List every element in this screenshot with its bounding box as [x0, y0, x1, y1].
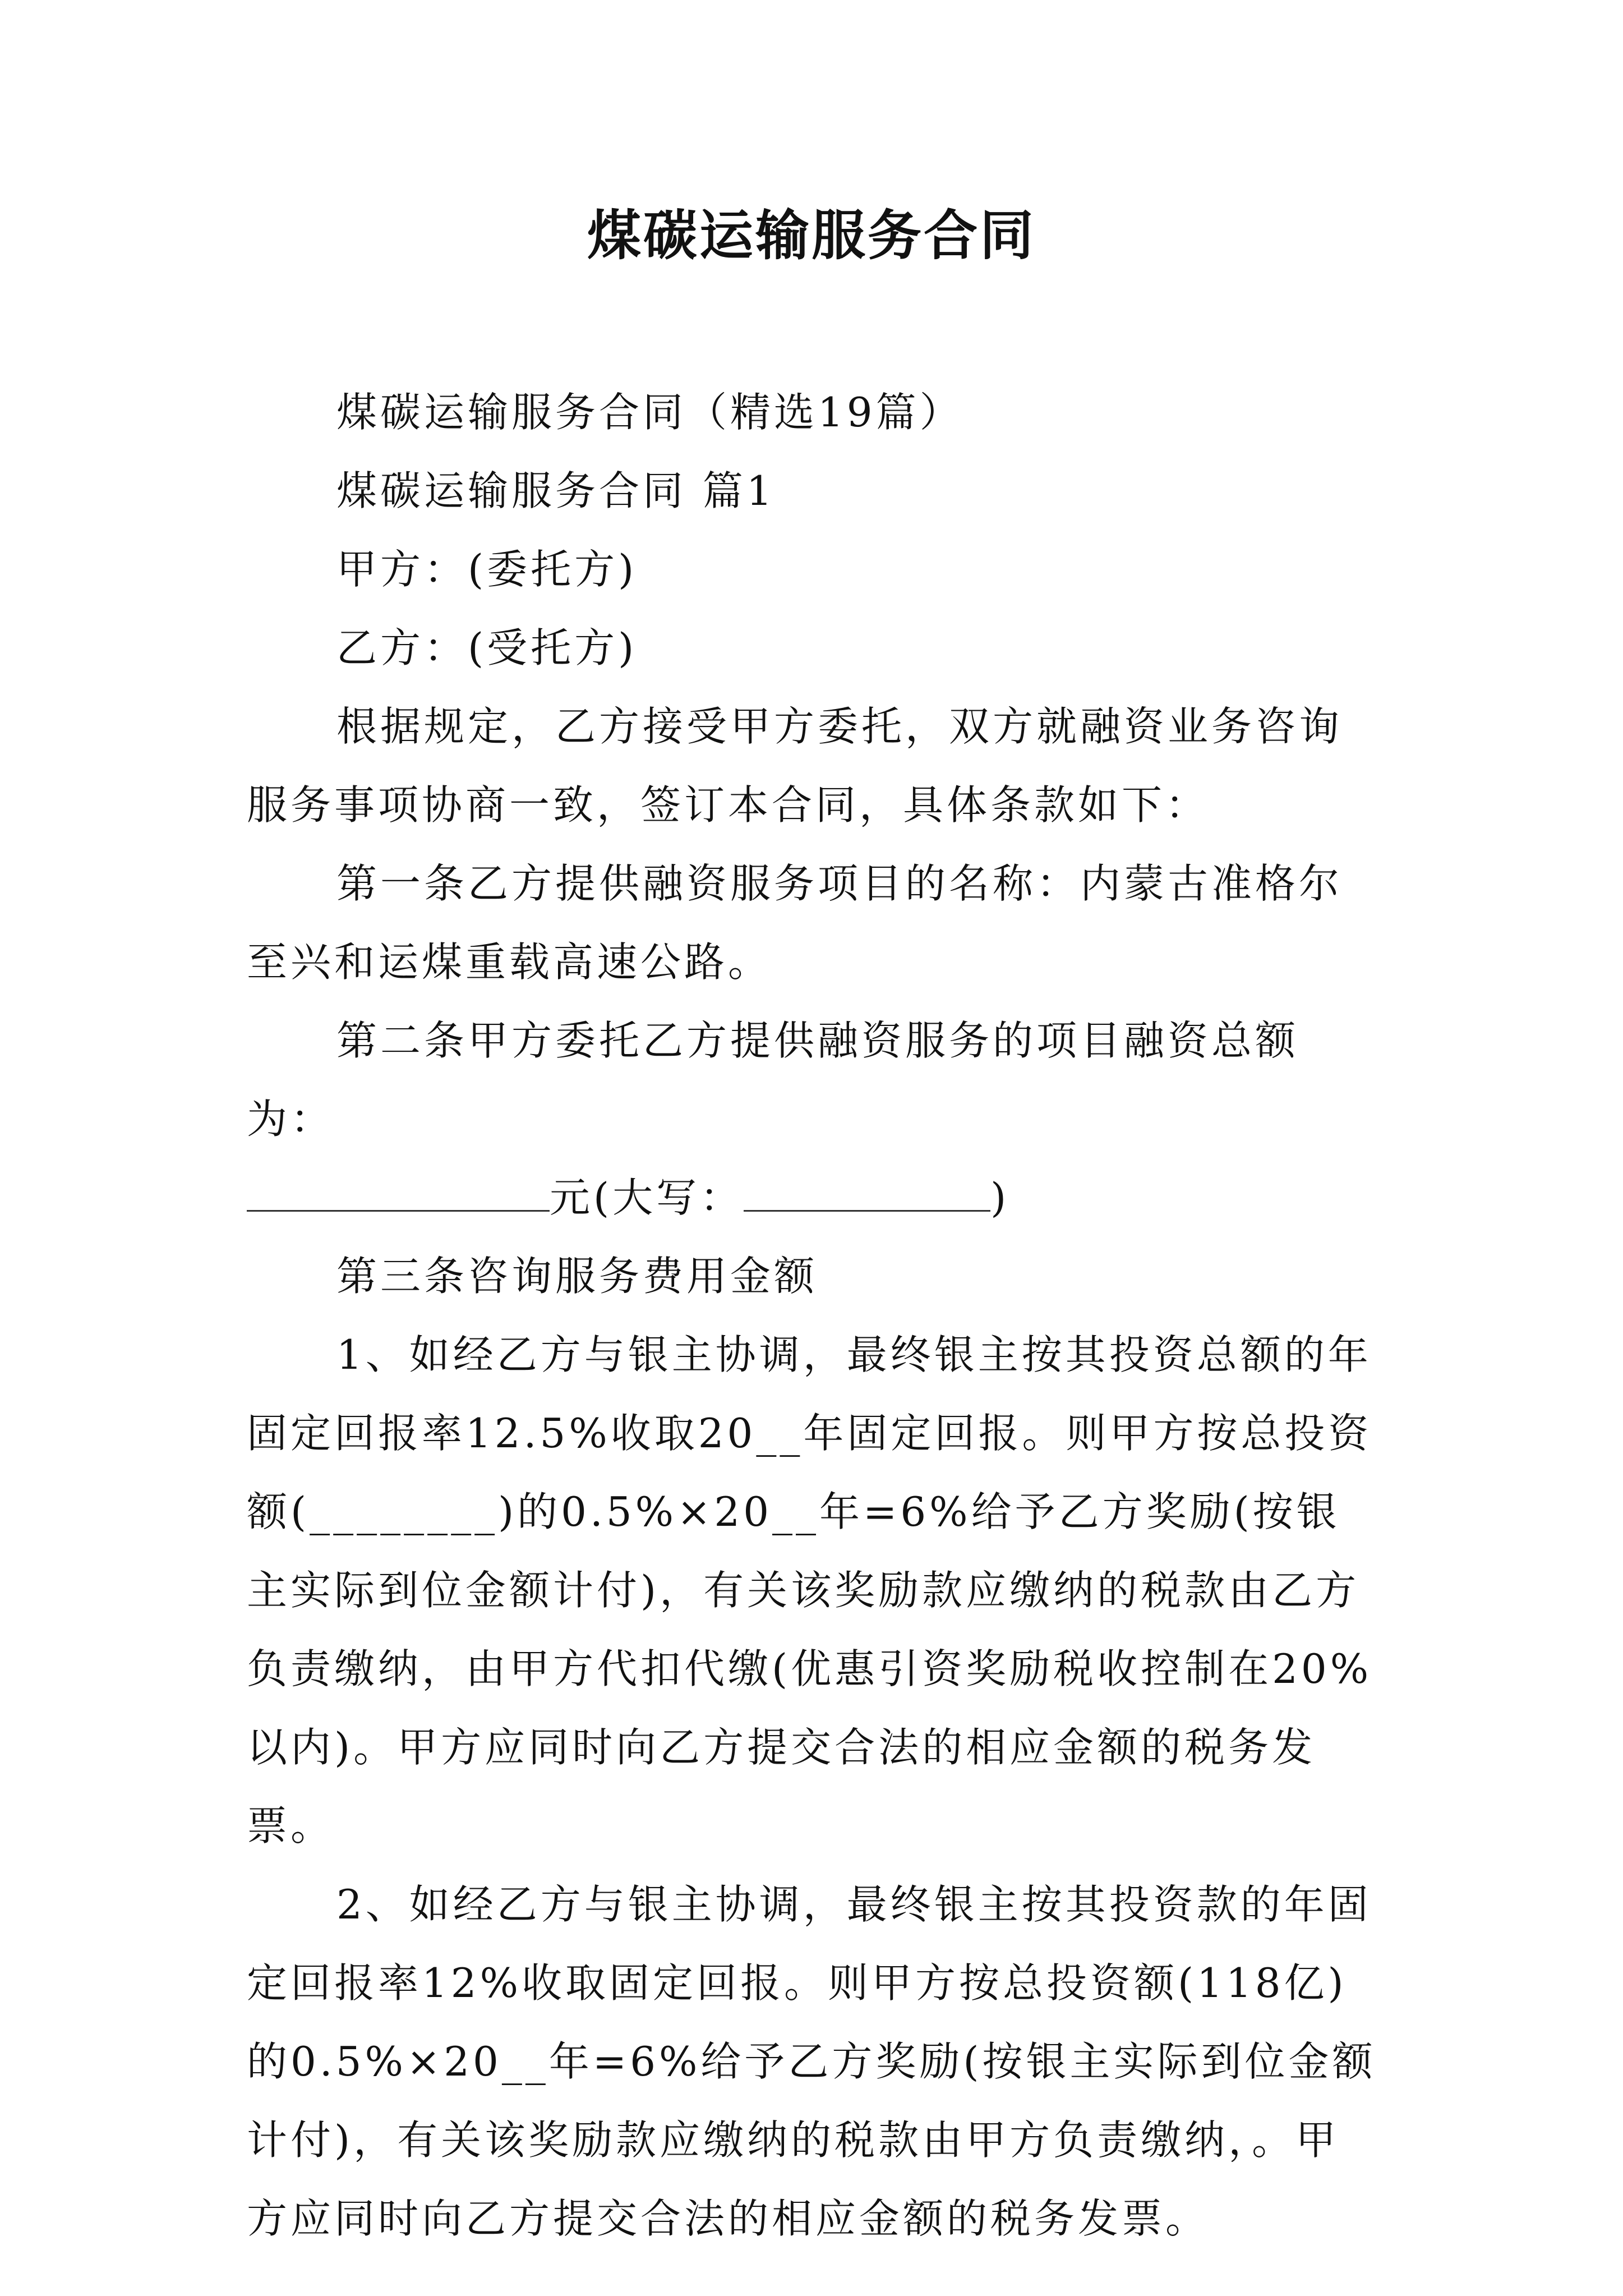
amount-blank	[247, 1171, 550, 1212]
paragraph-clause-2: 2、如经乙方与银主协调，最终银主按其投资款的年固定回报率12%收取固定回报。则甲方按总投资额(118亿)的0.5%×20__年=6%给予乙方奖励(按银主实际到位金额计付)，有关该奖励款应缴纳的税款由甲方负责缴纳，。甲方应同时向乙方提交合法的相应金额的税务发票。	[247, 1881, 1376, 2242]
paragraph-article-1: 第一条乙方提供融资服务项目的名称：内蒙古准格尔至兴和运煤重载高速公路。	[247, 860, 1343, 986]
paragraph-clause-1: 1、如经乙方与银主协调，最终银主按其投资总额的年固定回报率12.5%收取20__年固定回报。则甲方按总投资额(________)的0.5%×20__年=6%给予乙方奖励(按银主实际到位金额计付)，有关该奖励款应缴纳的税款由乙方负责缴纳，由甲方代扣代缴(优惠引资奖励税收控制在20%以内)。甲方应同时向乙方提交合法的相应金额的税务发票。	[247, 1331, 1372, 1849]
amount-words-blank	[744, 1171, 990, 1212]
document-title: 煤碳运输服务合同	[587, 204, 1036, 267]
amount-unit: 元(大写：	[550, 1174, 744, 1221]
paragraph-party-b: 乙方：(受托方)	[336, 624, 638, 671]
paragraph-party-a: 甲方：(委托方)	[336, 546, 638, 593]
paragraph-part-heading: 煤碳运输服务合同 篇1	[336, 467, 776, 514]
amount-line	[247, 1158, 1380, 1237]
paragraph-subtitle: 煤碳运输服务合同（精选19篇）	[336, 389, 963, 436]
paragraph-article-3: 第三条咨询服务费用金额	[336, 1253, 818, 1300]
document-body	[247, 373, 1380, 2258]
paragraph-article-2: 第二条甲方委托乙方提供融资服务的项目融资总额为：	[247, 1017, 1299, 1143]
paragraph-preamble: 根据规定，乙方接受甲方委托，双方就融资业务咨询服务事项协商一致，签订本合同，具体条款如下：	[247, 703, 1343, 829]
amount-close: )	[990, 1174, 1010, 1221]
